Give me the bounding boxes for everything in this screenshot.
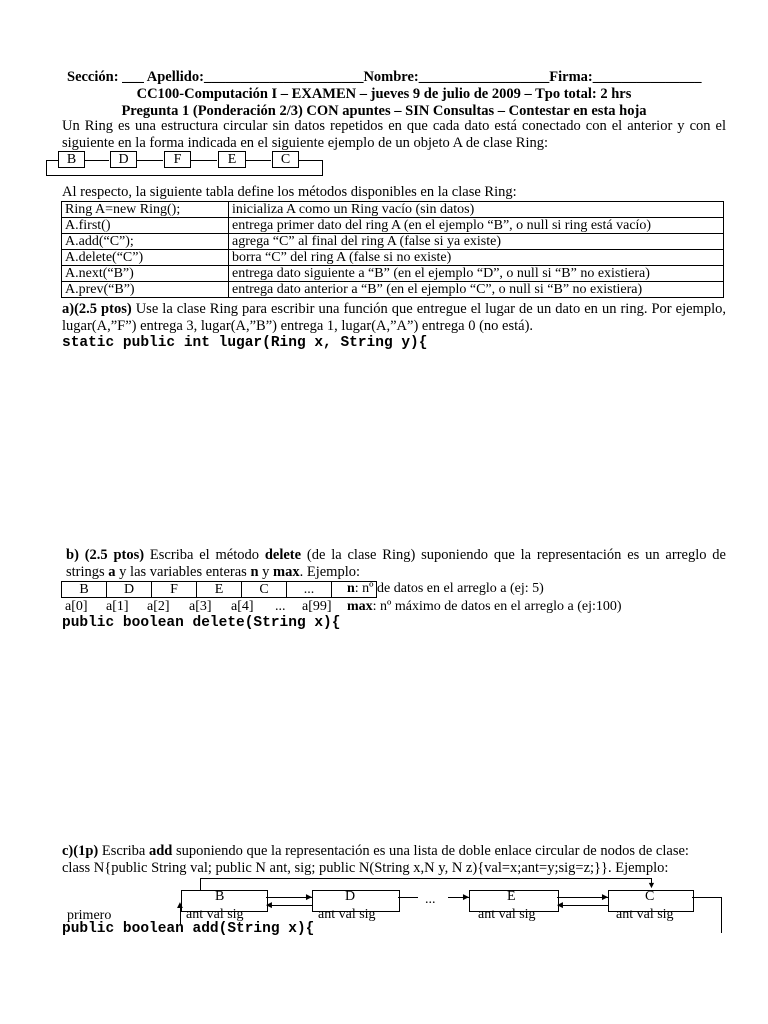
max-description — [347, 599, 622, 615]
ring-wrap-line — [46, 175, 323, 176]
description-cell: agrega “C” al final del ring A (false si ya existe) — [229, 234, 724, 250]
primero-label: primero — [67, 908, 112, 923]
method-cell: A.add(“C”); — [62, 234, 229, 250]
node-value: E — [507, 889, 516, 904]
arrow-left-icon: ◄ — [555, 900, 565, 911]
table-row — [62, 250, 724, 266]
part-b-label: b) (2.5 ptos) — [66, 547, 145, 563]
keyword-n: n — [250, 564, 259, 580]
loop-line — [200, 878, 652, 879]
node-fields: ant val sig — [186, 907, 244, 922]
method-cell: A.delete(“C”) — [62, 250, 229, 266]
ring-wrap-line — [46, 160, 58, 161]
loop-line — [692, 897, 722, 898]
prev-link — [561, 905, 608, 906]
array-index: a[1] — [106, 599, 129, 614]
part-b-text: Escriba el método — [144, 547, 265, 563]
prev-link — [270, 905, 312, 906]
ring-connector — [245, 160, 271, 161]
array-index: a[0] — [65, 599, 88, 614]
part-b-code-signature: public boolean delete(String x){ — [62, 615, 341, 631]
next-link — [398, 897, 418, 898]
part-a-code-signature: static public int lugar(Ring x, String y){ — [62, 335, 428, 351]
part-c-label: c)(1p) — [62, 843, 99, 859]
loop-line — [721, 897, 722, 933]
part-b-text: y las variables enteras — [115, 564, 251, 580]
part-c-code-signature: public boolean add(String x){ — [62, 921, 315, 937]
ring-node: E — [218, 151, 246, 168]
ring-connector — [136, 160, 163, 161]
arrow-up-icon: ▲ — [175, 900, 185, 911]
method-cell: A.next(“B”) — [62, 266, 229, 282]
description-cell: entrega primer dato del ring A (en el ejemplo “B”, o null si ring está vacío) — [229, 218, 724, 234]
node-fields: ant val sig — [478, 907, 536, 922]
n-desc: : nº de datos en el arreglo a (ej: 5) — [354, 581, 544, 596]
method-cell: A.prev(“B”) — [62, 282, 229, 298]
part-a-label: a)(2.5 ptos) — [62, 301, 132, 317]
part-b-text: (de la clase Ring) suponiendo que la representación es un arreglo de strings — [66, 547, 726, 580]
arrow-left-icon: ◄ — [264, 900, 274, 911]
part-b-text: y — [258, 564, 274, 580]
node-value: D — [345, 889, 356, 904]
description-cell: entrega dato siguiente a “B” (en el ejemplo “D”, o null si “B” no existiera) — [229, 266, 724, 282]
ellipsis: ... — [425, 892, 436, 907]
exam-title: CC100-Computación I – EXAMEN – jueves 9 de julio de 2009 – Tpo total: 2 hrs — [136, 86, 632, 102]
loop-line — [200, 878, 201, 890]
node-class-definition: class N{public String val; public N ant, sig; public N(String x,N y, N z){val=x;ant=y;sig=z;}}. Ejemplo: — [62, 860, 669, 876]
table-row — [62, 202, 724, 218]
ring-node: B — [58, 151, 85, 168]
table-intro: Al respecto, la siguiente tabla define los métodos disponibles en la clase Ring: — [62, 184, 517, 200]
ring-node: D — [110, 151, 137, 168]
keyword-add: add — [148, 843, 173, 859]
node-value: C — [645, 889, 655, 904]
part-a-statement — [62, 301, 726, 335]
part-c-text: suponiendo que la representación es una lista de doble enlace circular de nodos de clase: — [172, 843, 689, 859]
keyword-max: max — [273, 564, 300, 580]
method-cell: Ring A=new Ring(); — [62, 202, 229, 218]
method-cell: A.first() — [62, 218, 229, 234]
arrow-right-icon: ► — [600, 892, 610, 903]
description-cell: borra “C” del ring A (false si no existe) — [229, 250, 724, 266]
arrow-right-icon: ► — [461, 892, 471, 903]
max-desc: : nº máximo de datos en el arreglo a (ej:100) — [372, 599, 622, 614]
header-fields-line: Sección: ___ Apellido:______________________Nombre:__________________Firma:_______________ — [67, 69, 702, 85]
methods-table — [61, 201, 724, 298]
table-row — [62, 218, 724, 234]
array-index: a[3] — [189, 599, 212, 614]
node-value: B — [215, 889, 225, 904]
array-example — [61, 581, 377, 598]
description-cell: inicializa A como un Ring vacío (sin datos) — [229, 202, 724, 218]
part-b-text: . Ejemplo: — [299, 564, 361, 580]
ring-node: F — [164, 151, 191, 168]
n-label: n — [347, 581, 355, 596]
node-fields: ant val sig — [318, 907, 376, 922]
n-description — [347, 581, 544, 597]
array-cell: F — [152, 582, 197, 598]
question-title: Pregunta 1 (Ponderación 2/3) CON apuntes – SIN Consultas – Contestar en esta hoja — [121, 103, 647, 119]
ring-connector — [84, 160, 109, 161]
array-index: a[99] — [302, 599, 332, 614]
array-cell: ... — [287, 582, 332, 598]
table-row — [62, 266, 724, 282]
max-label: max — [347, 599, 373, 614]
part-b-statement — [66, 547, 726, 581]
description-cell: entrega dato anterior a “B” (en el ejemplo “C”, o null si “B” no existiera) — [229, 282, 724, 298]
array-index: a[2] — [147, 599, 170, 614]
table-row — [62, 282, 724, 298]
intro-paragraph: Un Ring es una estructura circular sin datos repetidos en que cada dato está conectado con el anterior y con el siguiente en la forma indicada en el siguiente ejemplo de un objeto A de clase Ring: — [62, 118, 726, 151]
arrow-down-icon: ▼ — [647, 880, 656, 890]
part-c-text: Escriba — [98, 843, 149, 859]
keyword-delete: delete — [264, 547, 302, 563]
array-index: ... — [275, 599, 286, 614]
ring-node: C — [272, 151, 299, 168]
arrow-right-icon: ► — [304, 892, 314, 903]
array-cell: D — [107, 582, 152, 598]
array-cell: C — [242, 582, 287, 598]
ring-wrap-line — [298, 160, 322, 161]
array-cell: E — [197, 582, 242, 598]
array-index: a[4] — [231, 599, 254, 614]
ring-wrap-line — [46, 160, 47, 175]
array-cell: B — [62, 582, 107, 598]
part-c-statement — [62, 843, 726, 860]
keyword-a: a — [108, 564, 116, 580]
table-row — [62, 234, 724, 250]
ring-connector — [190, 160, 217, 161]
part-a-text: Use la clase Ring para escribir una función que entregue el lugar de un dato en un ring. Por ejemplo, lugar(A,”F”) entrega 3, lugar(A,”B”) entrega 1, lugar(A,”A”) entrega 0 (no está). — [62, 301, 726, 334]
node-fields: ant val sig — [616, 907, 674, 922]
ring-wrap-line — [322, 160, 323, 175]
